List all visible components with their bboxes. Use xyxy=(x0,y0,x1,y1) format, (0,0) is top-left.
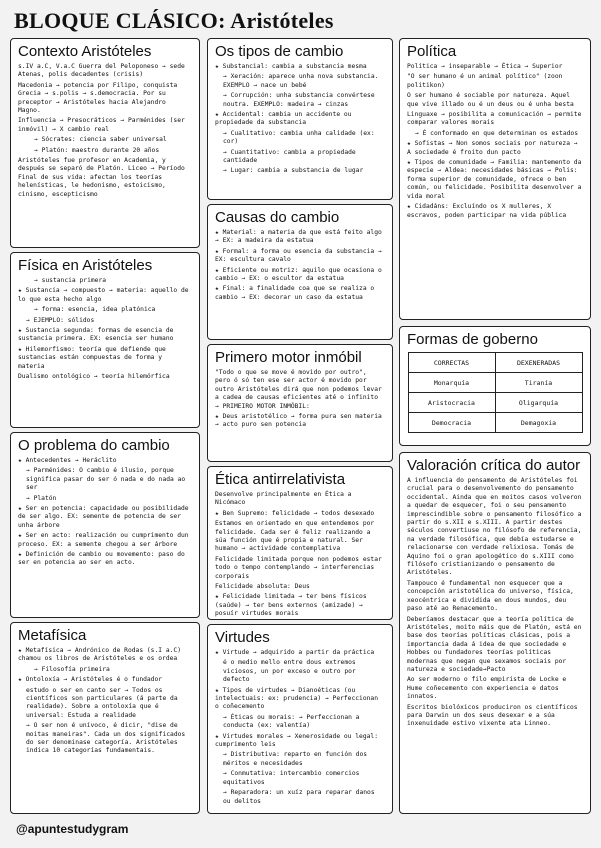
problema-line: ★ Ser en potencia: capacidade ou posibilidade de ser algo. EX: semente de potencia de ser unha árbore xyxy=(18,505,189,529)
primero-section xyxy=(207,344,393,462)
politica-line: Linguaxe → posibilita a comunicación → permite comparar valores morais xyxy=(407,111,582,127)
tipos-section xyxy=(207,38,393,200)
virtudes-line: ★ Virtudes morales → Xenerosidade ou legal: cumprimento leis xyxy=(215,732,379,749)
fisica-line: → EJEMPLO: sólidos xyxy=(26,316,95,324)
etica-line: ★ Felicidade limitada → ter bens físicos (saúde) → ter bens externos (amizade) → posuír virtudes morais xyxy=(215,593,367,618)
causas-line: ★ Eficiente ou motriz: aquilo que ocasiona o cambio → EX: o escultor da estatua xyxy=(215,266,382,283)
gobierno-cell: Democracia xyxy=(408,413,495,433)
gobierno-cell: Monarquía xyxy=(408,373,495,393)
metafisica-line: ★ Metafísica → Andrónico de Rodas (s.I a.C) chamou os libros de Aristóteles e os ordea xyxy=(18,647,182,663)
problema-line: → Platón xyxy=(26,494,57,502)
table-row xyxy=(408,373,582,393)
politica-heading: Política xyxy=(407,43,457,60)
etica-section xyxy=(207,466,393,620)
tipos-line: → Xeración: aparece unha nova substancia. EXEMPLO → nace un bebé xyxy=(223,73,379,89)
contexto-heading: Contexto Aristóteles xyxy=(18,43,152,60)
gobierno-cell: Tiranía xyxy=(495,373,582,393)
tipos-line: → Cualitativo: cambia unha calidade (ex: cor) xyxy=(223,129,375,146)
causas-heading: Causas do cambio xyxy=(215,209,340,226)
virtudes-line: → Reparadora: un xuíz para reparar danos ou delitos xyxy=(223,789,375,805)
problema-line: ★ Ser en acto: realización ou cumprimento dun proceso. EX: a semente chegou a ser árbore xyxy=(18,532,189,548)
metafisica-heading: Metafísica xyxy=(18,627,87,644)
table-row xyxy=(408,413,582,433)
tipos-heading: Os tipos de cambio xyxy=(215,43,344,60)
fisica-line: ★ Sustancia → compuesto → materia: aquello de lo que esta hecho algo xyxy=(18,287,189,303)
fisica-line: ★ Hilemorfismo: teoría que defiende que sustancias están compuestas de forma y materia xyxy=(18,345,166,370)
politica-line: O ser humano é sociable por natureza. Aquel que vive illado ou é un deus ou é unha besta xyxy=(407,92,574,108)
valoracion-heading: Valoración crítica do autor xyxy=(407,457,581,474)
valoracion-line: Ao ser moderno o filo empirista de Locke e Hume coñecemento con experiencia e datos innatos. xyxy=(407,676,567,701)
causas-line: ★ Material: a materia da que está feito algo → EX: a madeira da estatua xyxy=(215,229,382,245)
gobierno-heading: Formas de goberno xyxy=(407,331,538,348)
virtudes-heading: Virtudes xyxy=(215,629,270,646)
virtudes-line: → Conmutativa: intercambio comercios equitativos xyxy=(223,770,360,786)
virtudes-line: ★ Virtude → adquirido a partir da práctica xyxy=(215,649,375,656)
problema-section xyxy=(10,432,200,618)
problema-line: ★ Antecedentes → Heráclito xyxy=(18,457,117,464)
etica-line: Estamos en orientado en que entendemos por felicidade. Cada ser é feliz realizando a súa función que é propia e natural. Ser humano → actividade contemplativa xyxy=(215,520,375,553)
gobierno-header: DEXENERADAS xyxy=(495,353,582,373)
primero-line: "Todo o que se move é movido por outro", pero ó só ten ese ser actor é movido por outro Aristóteles dirá que non podemos levar a cadea de causas eficientes até o infinito → PRIMEIRO MOTOR INMÓBIL: xyxy=(215,369,382,410)
contexto-section xyxy=(10,38,200,248)
politica-line: ★ Sofistas → Non somos sociais por natureza → A sociedade é froito dun pacto xyxy=(407,140,578,156)
tipos-line: ★ Substancial: cambia a substancia mesma xyxy=(215,63,367,70)
gobierno-table xyxy=(408,352,583,433)
tipos-line: → Corrupción: unha substancia convértese noutra. EXEMPLO: madeira → cinzas xyxy=(223,92,375,108)
footer-handle: @apuntestudygram xyxy=(16,822,129,836)
fisica-line: Dualismo ontológico → teoría hilemórfica xyxy=(18,373,170,381)
problema-heading: O problema do cambio xyxy=(18,437,170,454)
politica-line: ★ Tipos de comunidade → Familia: mantemento da especie → Aldea: necesidades básicas → Polis: forma superior de comunidade, ofrece o ben común, ou felicidade. Posibilita desenvolver a vida moral xyxy=(407,159,582,200)
etica-line: ★ Ben Supremo: felicidade → todos desexado xyxy=(215,509,375,517)
gobierno-cell: Aristocracia xyxy=(408,393,495,413)
valoracion-line: Escritos biolóxicos produciron os científicos para Darwin un dos seus desexar e a súa inxenuidade estivo vixente ata Linneo. xyxy=(407,703,578,728)
metafisica-line: ★ Ontoloxía → Aristóteles é o fundador xyxy=(18,676,163,684)
gobierno-cell: Demagoxia xyxy=(495,413,582,433)
causas-section xyxy=(207,204,393,340)
fisica-heading: Física en Aristóteles xyxy=(18,257,153,274)
contexto-line: Aristóteles fue profesor en Academia, y después se separó de Platón. Liceo → Período Final de sus vida: afectan los teorías helenísticas, le hedonismo, estoicismo, cinismo, escepticismo xyxy=(18,157,185,198)
valoracion-line: Tampouco é fundamental non esquecer que a concepción aristotélica do universo, física, xeocéntrica e dividida en dous mundos, deu paso até ao Renacemento. xyxy=(407,579,574,613)
contexto-line: → Sócrates: ciencia saber universal xyxy=(34,136,167,144)
metafisica-section xyxy=(10,622,200,814)
contexto-line: Influencia → Presocráticos → Parménides (ser inmóvil) → X cambio real xyxy=(18,117,185,133)
fisica-line: → sustancia primera xyxy=(34,277,107,284)
fisica-line: ★ Sustancia segunda: formas de esencia de sustancia primera. EX: esencia ser humano xyxy=(18,327,174,343)
metafisica-line: estudo o ser en canto ser → Todos os científicos son particulares (á parte da realidade). Sobre a ontoloxía que é universal: Estuda a realidade xyxy=(26,686,178,719)
virtudes-line: é o medio mello entre dous extremos viciosos, un por exceso e outro por defecto xyxy=(223,659,356,684)
valoracion-section xyxy=(399,452,591,814)
tipos-line: ★ Accidental: cambia un accidente ou propiedade da substancia xyxy=(215,111,352,127)
politica-line: ★ Cidadáns: Excluíndo os X mulleres, X escravos, poden participar na vida pública xyxy=(407,203,567,219)
virtudes-line: → Distributiva: reparto en función dos méritos e necesidades xyxy=(223,751,368,767)
tipos-line: → Cuantitativo: cambia a propiedade cantidade xyxy=(223,148,356,165)
politica-line: "O ser humano é un animal político" (zoon politikon) xyxy=(407,73,563,89)
politica-line: Política → inseparable → Ética → Superior xyxy=(407,63,563,70)
virtudes-line: ★ Tipos de virtudes → Dianoéticas (ou intelectuais: ex: prudencia) → Perfeccionan o coñecemento xyxy=(215,686,379,711)
politica-section xyxy=(399,38,591,320)
metafisica-line: → Filosofía primeira xyxy=(34,665,110,673)
causas-line: ★ Formal: a forma ou esencia da substancia → EX: escultura cavalo xyxy=(215,247,382,264)
politica-line: → É conformado en que determinan os estados xyxy=(415,129,579,137)
primero-line: ★ Deus aristotélico → forma pura sen materia → acto puro sen potencia xyxy=(215,413,382,429)
virtudes-line: → Éticas ou morais: → Perfeccionan a conducta (ex: valentía) xyxy=(223,713,360,730)
etica-line: Desenvolve principalmente en Ética a Nicómaco xyxy=(215,491,352,507)
page-title: BLOQUE CLÁSICO: Aristóteles xyxy=(14,8,334,33)
valoracion-line: A influencia do pensamento de Aristóteles foi crucial para o desenvolvemento do pensamento occidental. Ainda que en moitos casos volveron a quedar de esquecer, foi o seu pensamento imprescindible sobre o pensamento filosófico a partir do s.XII e s.XIII. A partir destes séculos convertiuse no filósofo de referencia, na verdade filosófica, que debía estudarse e relacionarse con verdade relixiosa. Tomás de Aquino foi o gran apologético do s.XIII como filósofo cristianizando o pensamento de Aristóteles. xyxy=(407,477,582,577)
etica-heading: Ética antirrelativista xyxy=(215,471,346,488)
table-row xyxy=(408,393,582,413)
contexto-line: → Platón: maestro durante 20 años xyxy=(34,146,160,154)
contexto-line: Macedonia → potencia por Filipo, conquista Grecia → s.polis → s.democracia. Por su preceptor → Aristóteles hacia Alejandro Magno. xyxy=(18,81,178,115)
fisica-line: → forma: esencia, idea platónica xyxy=(34,306,156,314)
virtudes-section xyxy=(207,624,393,814)
fisica-section xyxy=(10,252,200,428)
contexto-line: s.IV a.C, V.a.C Guerra del Peloponeso → sede Atenas, polis decadentes (crisis) xyxy=(18,63,185,79)
etica-line: Felicidade absoluta: Deus xyxy=(215,583,310,591)
primero-heading: Primero motor inmóbil xyxy=(215,349,362,366)
gobierno-header: CORRECTAS xyxy=(408,353,495,373)
valoracion-line: Deberíamos destacar que a teoría política de Aristóteles, moito máis que de Platón, está en base dos teorías políticas clásicas, pois a importancia dada á idea de que sociedade e Hobbes ou fundadores teorías políticas modernas que negan que sexamos sociais por natureza e sociedade→Pacto xyxy=(407,615,582,673)
problema-line: → Parménides: O cambio é ilusio, porque significa pasar do ser ó nada e do nada ao ser xyxy=(26,467,186,492)
metafisica-line: → O ser non é unívoco, é dicir, "dise de moitas maneiras". Cada un dos significados do ser denominase categoría. Aristóteles indica 10 categorías fundamentais. xyxy=(26,722,186,755)
gobierno-cell: Oligarquía xyxy=(495,393,582,413)
problema-line: ★ Definición de cambio ou movemento: paso do ser en potencia ao ser en acto. xyxy=(18,551,185,567)
etica-line: Felicidade limitada porque non podemos estar todo o tempo contemplando → interferencias corporais xyxy=(215,555,382,580)
tipos-line: → Lugar: cambia a substancia de lugar xyxy=(223,167,364,175)
causas-line: ★ Final: a finalidade coa que se realiza o cambio → EX: decorar un caso da estatua xyxy=(215,285,375,301)
gobierno-section xyxy=(399,326,591,446)
